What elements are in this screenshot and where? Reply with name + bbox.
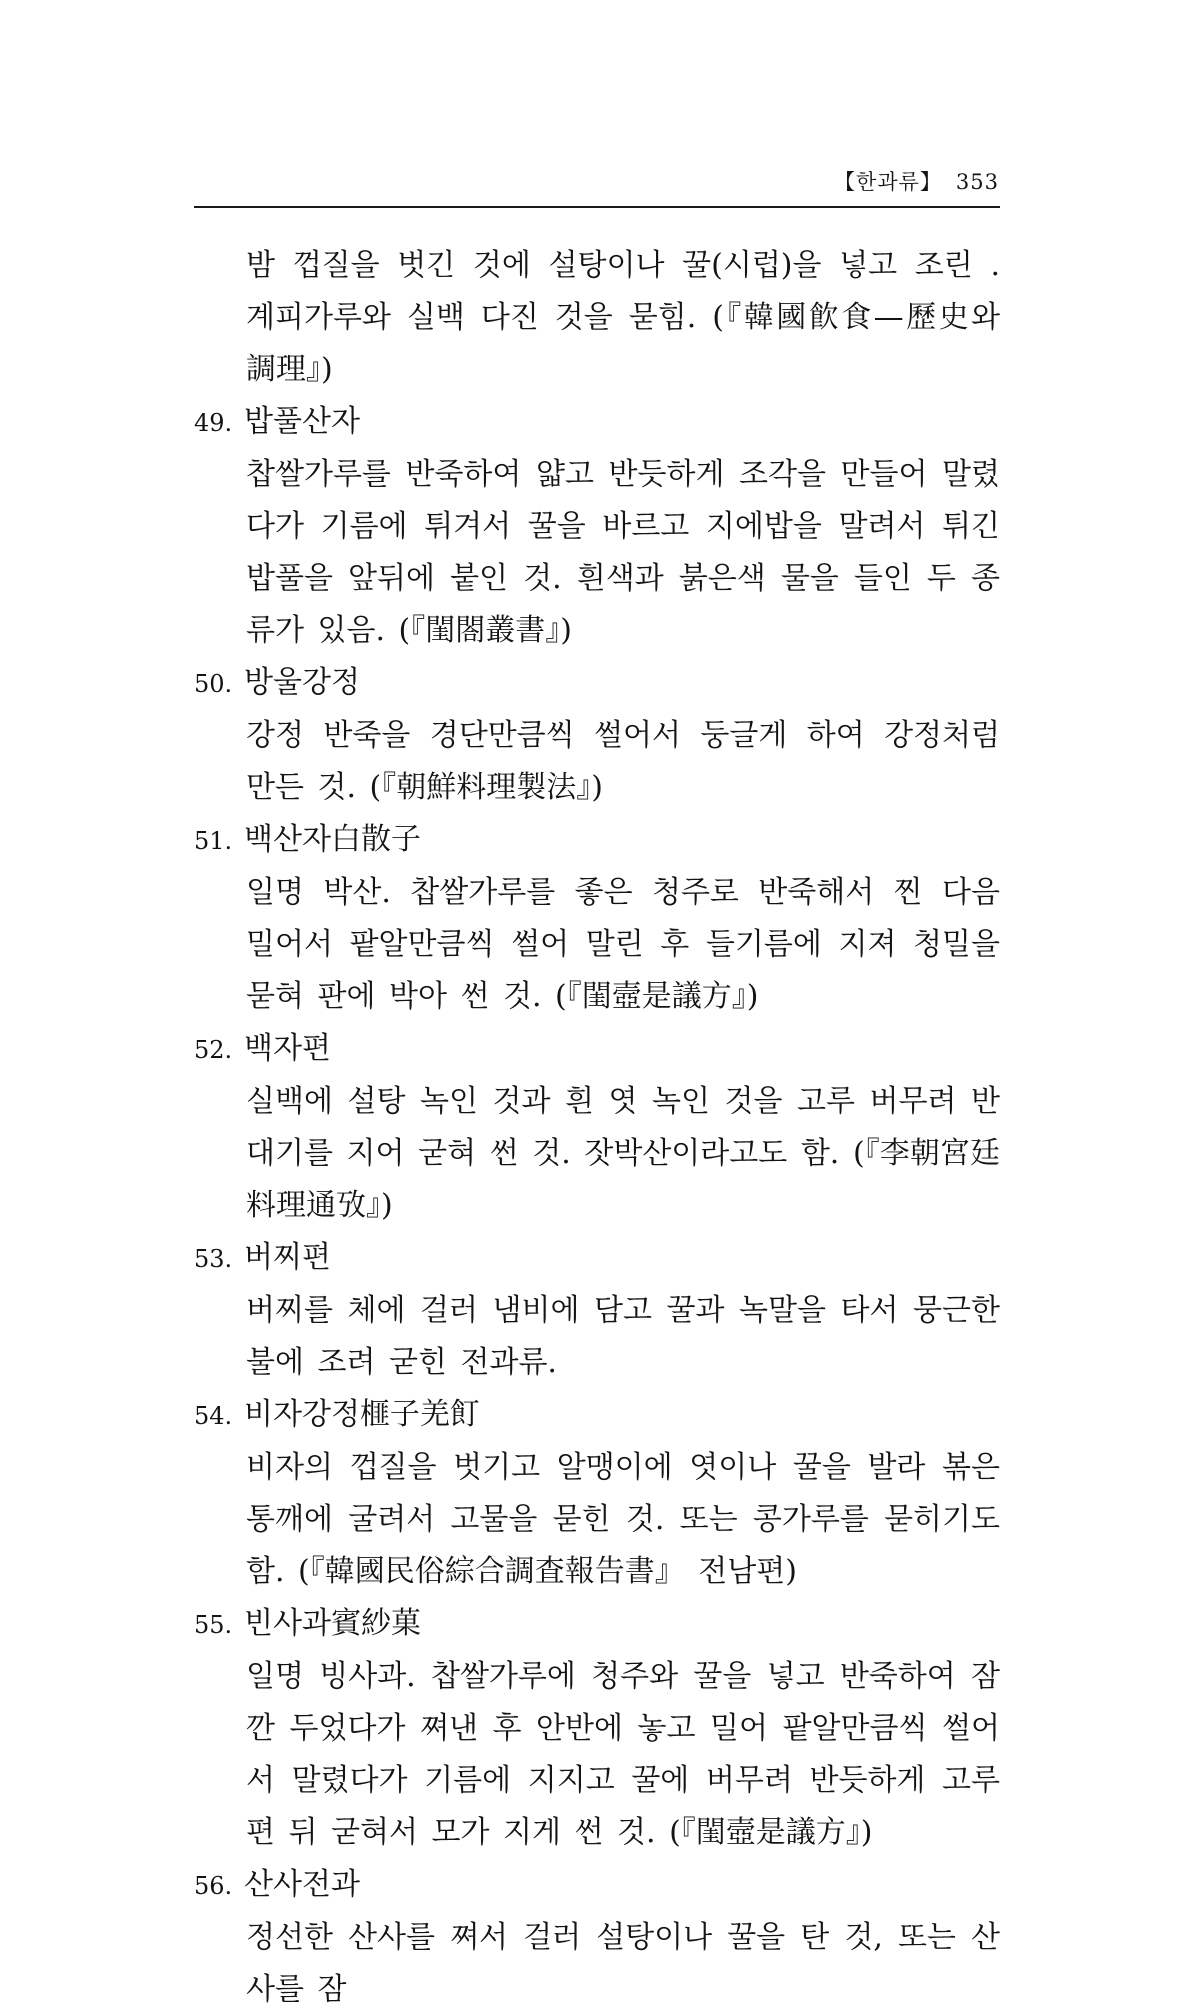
entry-number: 53. <box>194 1245 233 1273</box>
entry-heading <box>194 1023 1000 1076</box>
entry-body: 비자의 껍질을 벗기고 알맹이에 엿이나 꿀을 발라 볶은 통깨에 굴려서 고물을 묻힌 것. 또는 콩가루를 묻히기도 함. (『韓國民俗綜合調査報告書』 전남편) <box>246 1450 1000 1589</box>
entry-number: 50. <box>194 670 233 698</box>
entry-heading <box>194 1232 1000 1285</box>
entry-body: 일명 박산. 찹쌀가루를 좋은 청주로 반죽해서 찐 다음 밀어서 팥알만큼씩 썰어 말린 후 들기름에 지져 청밀을 묻혀 판에 박아 썬 것. (『閨壼是議方』) <box>246 875 1000 1014</box>
entry-56 <box>194 1859 1000 2016</box>
entry-heading <box>194 1859 1000 1912</box>
entry-heading <box>194 1598 1000 1651</box>
continuation-paragraph: 밤 껍질을 벗긴 것에 설탕이나 꿀(시럽)을 넣고 조린 . 계피가루와 실백 다진 것을 묻힘. (『韓國飮食—歷史와 調理』) <box>246 248 1000 387</box>
entry-51 <box>194 814 1000 1023</box>
entry-50 <box>194 657 1000 814</box>
entry-number: 55. <box>194 1611 233 1639</box>
entry-number: 56. <box>194 1872 233 1900</box>
entry-53 <box>194 1232 1000 1389</box>
entry-title: 빈사과賓紗菓 <box>244 1606 421 1641</box>
entry-title: 방울강정 <box>244 665 360 700</box>
page-number: 353 <box>955 170 999 194</box>
entry-title: 백자편 <box>244 1031 331 1066</box>
page-body <box>194 240 1000 2016</box>
entry-52 <box>194 1023 1000 1232</box>
entry-heading <box>194 1389 1000 1442</box>
section-title: 【한과류】 <box>834 170 942 194</box>
header-rule <box>194 206 1000 208</box>
entry-body: 정선한 산사를 쪄서 걸러 설탕이나 꿀을 탄 것, 또는 산사를 잠 <box>246 1920 1000 2007</box>
entry-title: 비자강정榧子羌飣 <box>244 1397 480 1432</box>
entry-body: 강정 반죽을 경단만큼씩 썰어서 둥글게 하여 강정처럼 만든 것. (『朝鮮料理製法』) <box>246 718 1000 805</box>
entry-heading <box>194 396 1000 449</box>
entry-number: 54. <box>194 1402 233 1430</box>
entry-body: 버찌를 체에 걸러 냄비에 담고 꿀과 녹말을 타서 뭉근한 불에 조려 굳힌 전과류. <box>246 1293 1000 1380</box>
entry-number: 52. <box>194 1036 233 1064</box>
entry-title: 백산자白散子 <box>244 822 421 857</box>
entry-title: 산사전과 <box>244 1867 360 1902</box>
entry-body: 실백에 설탕 녹인 것과 흰 엿 녹인 것을 고루 버무려 반대기를 지어 굳혀 썬 것. 잣박산이라고도 함. (『李朝宮廷料理通攷』) <box>246 1084 1000 1223</box>
entry-title: 버찌편 <box>244 1240 331 1275</box>
entry-heading <box>194 814 1000 867</box>
entry-body: 일명 빙사과. 찹쌀가루에 청주와 꿀을 넣고 반죽하여 잠깐 두었다가 쪄낸 후 안반에 놓고 밀어 팥알만큼씩 썰어서 말렸다가 기름에 지지고 꿀에 버무려 반듯하게 고루 편 뒤 굳혀서 모가 지게 썬 것. (『閨壼是議方』) <box>246 1659 1000 1850</box>
running-head <box>0 166 999 196</box>
entry-body: 찹쌀가루를 반죽하여 얇고 반듯하게 조각을 만들어 말렸다가 기름에 튀겨서 꿀을 바르고 지에밥을 말려서 튀긴 밥풀을 앞뒤에 붙인 것. 흰색과 붉은색 물을 들인 두 종류가 있음. (『閨閤叢書』) <box>246 457 1000 648</box>
entry-heading <box>194 657 1000 710</box>
entry-title: 밥풀산자 <box>244 404 360 439</box>
entry-54 <box>194 1389 1000 1598</box>
entry-number: 51. <box>194 827 233 855</box>
entry-number: 49. <box>194 409 233 437</box>
entry-55 <box>194 1598 1000 1859</box>
entry-49 <box>194 396 1000 657</box>
